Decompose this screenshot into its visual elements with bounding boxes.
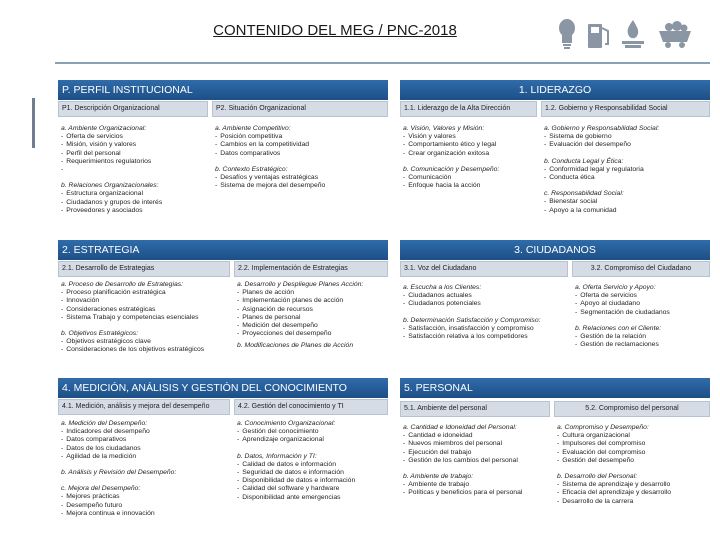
column-header: 5.1. Ambiente del personal — [400, 401, 550, 417]
list-item: - Desarrollo de la carrera — [557, 498, 709, 506]
column-header: P2. Situación Organizacional — [212, 101, 388, 117]
column-header: 4.2. Gestión del conocimiento y TI — [234, 399, 388, 415]
list-item: - Innovación — [61, 297, 233, 305]
panel-perfil — [58, 80, 388, 230]
item-group — [575, 284, 710, 317]
list-item: - Cantidad e idoneidad — [403, 432, 555, 440]
item-group — [61, 469, 233, 477]
list-item: - Objetivos estratégicos clave — [61, 338, 233, 346]
item-group — [575, 325, 710, 350]
item-group — [544, 158, 710, 183]
item-group — [544, 190, 710, 215]
column-content — [403, 284, 573, 349]
list-item: - Disponibilidad de datos e información — [237, 477, 387, 485]
list-item: - Datos comparativos — [215, 150, 387, 158]
group-title: c. Mejora del Desempeño: — [61, 485, 141, 493]
group-title: b. Conducta Legal y Ética: — [544, 157, 624, 165]
item-group — [544, 125, 710, 150]
list-item: - Sistema Trabajo y competencias esenciales — [61, 314, 233, 322]
list-item: - Gestión de los cambios del personal — [403, 457, 555, 465]
list-item: - Conducta ética — [544, 174, 710, 182]
group-title: b. Relaciones con el Cliente: — [575, 324, 662, 332]
column-header: 1.2. Gobierno y Responsabilidad Social — [541, 101, 710, 117]
list-item: - Oferta de servicios — [61, 133, 211, 141]
item-group — [215, 125, 387, 158]
group-title: b. Determinación Satisfacción y Compromiso: — [403, 316, 541, 324]
list-item: - Calidad del software y hardware — [237, 485, 387, 493]
column-content — [237, 420, 387, 510]
column-content — [61, 281, 233, 363]
column-header: 1.1. Liderazgo de la Alta Dirección — [400, 101, 537, 117]
column-header: P1. Descripción Organizacional — [58, 101, 208, 117]
column-header: 5.2. Compromiso del personal — [554, 401, 710, 417]
item-group — [403, 317, 573, 342]
list-item: - Ciudadanos potenciales — [403, 300, 573, 308]
list-item: - Agilidad de la medición — [61, 453, 233, 461]
list-item: - Posición competitiva — [215, 133, 387, 141]
list-item: - Implementación planes de acción — [237, 297, 387, 305]
panel-title: 5. PERSONAL — [400, 378, 710, 398]
item-group — [403, 284, 573, 309]
list-item: - Proceso planificación estratégica — [61, 289, 233, 297]
column-content — [61, 420, 233, 526]
panel-title: 2. ESTRATEGIA — [58, 240, 388, 260]
item-group — [237, 281, 387, 338]
list-item: - Enfoque hacia la acción — [403, 182, 539, 190]
list-item: - Proveedores y asociados — [61, 207, 211, 215]
list-item: - Seguridad de datos e información — [237, 469, 387, 477]
list-item: - Misión, visión y valores — [61, 141, 211, 149]
list-item: - Ejecución del trabajo — [403, 449, 555, 457]
list-item: - Desafíos y ventajas estratégicas — [215, 174, 387, 182]
item-group — [61, 420, 233, 461]
list-item: - Comunicación — [403, 174, 539, 182]
list-item: - Evaluación del compromiso — [557, 449, 709, 457]
list-item: - Conformidad legal y regulatoria — [544, 166, 710, 174]
list-item: - Mejora continua e innovación — [61, 510, 233, 518]
item-group — [403, 125, 539, 158]
list-item: - Oferta de servicios — [575, 292, 710, 300]
list-item: - Cambios en la competitividad — [215, 141, 387, 149]
group-title: b. Análisis y Revisión del Desempeño: — [61, 469, 177, 477]
column-content — [557, 424, 709, 514]
list-item: - Indicadores del desempeño — [61, 428, 233, 436]
list-item: - Perfil del personal — [61, 150, 211, 158]
column-header: 2.2. Implementación de Estrategias — [234, 261, 388, 277]
list-item: - Visión y valores — [403, 133, 539, 141]
panel-ciudadanos — [400, 240, 710, 370]
list-item: - Desempeño futuro — [61, 502, 233, 510]
list-item: - Mejores prácticas — [61, 493, 233, 501]
column-content — [403, 424, 555, 506]
list-item: - Comportamiento ético y legal — [403, 141, 539, 149]
list-item: - Planes de personal — [237, 314, 387, 322]
list-item: - Medición del desempeño — [237, 322, 387, 330]
list-item: - Gestión de la relación — [575, 333, 710, 341]
list-item: - Aprendizaje organizacional — [237, 436, 387, 444]
column-content — [61, 125, 211, 223]
list-item: - Evaluación del desempeño — [544, 141, 710, 149]
list-item: - Políticas y beneficios para el personal — [403, 489, 555, 497]
group-title: a. Gobierno y Responsabilidad Social: — [544, 125, 660, 132]
group-title: a. Ambiente Competitivo: — [215, 125, 291, 132]
list-item: - Apoyo a la comunidad — [544, 207, 710, 215]
group-title: a. Ambiente Organizacional: — [61, 125, 147, 132]
item-group — [237, 420, 387, 445]
group-title: b. Desarrollo del Personal: — [557, 473, 638, 481]
header-icons — [555, 18, 705, 52]
list-item: - Satisfacción, insatisfacción y compromiso — [403, 325, 573, 333]
gas-flame-icon — [619, 18, 647, 50]
item-group — [215, 166, 387, 191]
item-group — [61, 182, 211, 215]
item-group — [61, 330, 233, 355]
list-item: - Datos comparativos — [61, 436, 233, 444]
group-title: b. Datos, Información y TI: — [237, 452, 317, 460]
list-item: - Gestión de reclamaciones — [575, 341, 710, 349]
item-group — [61, 281, 233, 322]
group-title: a. Escucha a los Clientes: — [403, 284, 482, 291]
list-item: - Satisfacción relativa a los competidores — [403, 333, 573, 341]
column-header: 2.1. Desarrollo de Estrategias — [58, 261, 230, 277]
list-item: - Ambiente de trabajo — [403, 481, 555, 489]
list-item: - Requerimientos regulatorios — [61, 158, 211, 166]
group-title: b. Comunicación y Desempeño: — [403, 165, 500, 173]
top-divider — [55, 62, 710, 64]
column-header: 4.1. Medición, análisis y mejora del desempeño — [58, 399, 230, 415]
column-header: 3.2. Compromiso del Ciudadano — [572, 261, 710, 277]
group-title: a. Visión, Valores y Misión: — [403, 125, 485, 132]
list-item: - Calidad de datos e información — [237, 461, 387, 469]
list-item: - Gestión del conocimiento — [237, 428, 387, 436]
group-title: a. Medición del Desempeño: — [61, 420, 148, 427]
side-divider — [32, 98, 35, 148]
group-title: a. Oferta Servicio y Apoyo: — [575, 284, 656, 291]
list-item: - Bienestar social — [544, 198, 710, 206]
group-title: b. Contexto Estratégico: — [215, 165, 288, 173]
group-title: a. Proceso de Desarrollo de Estrategias: — [61, 281, 184, 288]
list-item: - Segmentación de ciudadanos — [575, 309, 710, 317]
list-item: - Datos de los ciudadanos — [61, 445, 233, 453]
item-group — [61, 125, 211, 174]
list-item: - Cultura organizacional — [557, 432, 709, 440]
list-item: - Apoyo al ciudadano — [575, 300, 710, 308]
list-item: - Gestión del desempeño — [557, 457, 709, 465]
list-item: - Asignación de recursos — [237, 306, 387, 314]
list-item: - Ciudadanos y grupos de interés — [61, 199, 211, 207]
list-item: - Consideraciones estratégicas — [61, 306, 233, 314]
fuel-pump-icon — [585, 18, 613, 50]
item-group — [557, 424, 709, 465]
list-item: - Proyecciones del desempeño — [237, 330, 387, 338]
page-title: CONTENIDO DEL MEG / PNC-2018 — [213, 22, 457, 39]
list-item: - Estructura organizacional — [61, 190, 211, 198]
group-title: a. Cantidad e Idoneidad del Personal: — [403, 424, 517, 431]
item-group — [403, 473, 555, 498]
panel-title: P. PERFIL INSTITUCIONAL — [58, 80, 388, 100]
group-title: b. Modificaciones de Planes de Acción — [237, 342, 354, 350]
column-header: 3.1. Voz del Ciudadano — [400, 261, 568, 277]
lightbulb-icon — [555, 18, 579, 50]
list-item: - Consideraciones de los objetivos estratégicos — [61, 346, 233, 354]
list-item: - Disponibilidad ante emergencias — [237, 494, 387, 502]
list-item: - Sistema de aprendizaje y desarrollo — [557, 481, 709, 489]
panel-title: 1. LIDERAZGO — [400, 80, 710, 100]
list-item: - Nuevos miembros del personal — [403, 440, 555, 448]
column-content — [544, 125, 710, 223]
panel-personal — [400, 378, 710, 533]
list-item — [61, 166, 211, 174]
item-group — [557, 473, 709, 506]
group-title: b. Relaciones Organizacionales: — [61, 182, 159, 190]
item-group — [403, 424, 555, 465]
column-content — [403, 125, 539, 198]
panel-liderazgo — [400, 80, 710, 230]
list-item: - Planes de acción — [237, 289, 387, 297]
group-title: b. Ambiente de trabajo: — [403, 473, 474, 481]
panel-medicion — [58, 378, 388, 533]
list-item: - Sistema de mejora del desempeño — [215, 182, 387, 190]
column-content — [215, 125, 387, 198]
item-group — [237, 342, 387, 350]
item-group — [61, 485, 233, 518]
list-item: - Impulsores del compromiso — [557, 440, 709, 448]
list-item: - Ciudadanos actuales — [403, 292, 573, 300]
group-title: a. Conocimiento Organizacional: — [237, 420, 336, 427]
group-title: c. Responsabilidad Social: — [544, 190, 624, 198]
group-title: a. Desarrollo y Despliegue Planes Acción: — [237, 281, 364, 288]
list-item: - Crear organización exitosa — [403, 150, 539, 158]
list-item: - Eficacia del aprendizaje y desarrollo — [557, 489, 709, 497]
item-group — [237, 453, 387, 502]
mine-cart-icon — [655, 18, 695, 50]
column-content — [575, 284, 710, 357]
panel-title: 4. MEDICIÓN, ANÁLISIS Y GESTIÓN DEL CONOCIMIENTO — [58, 378, 388, 398]
column-content — [237, 281, 387, 359]
list-item: - Sistema de gobierno — [544, 133, 710, 141]
item-group — [403, 166, 539, 191]
group-title: b. Objetivos Estratégicos: — [61, 330, 139, 338]
group-title: a. Compromiso y Desempeño: — [557, 424, 649, 431]
panel-title: 3. CIUDADANOS — [400, 240, 710, 260]
panel-estrategia — [58, 240, 388, 370]
